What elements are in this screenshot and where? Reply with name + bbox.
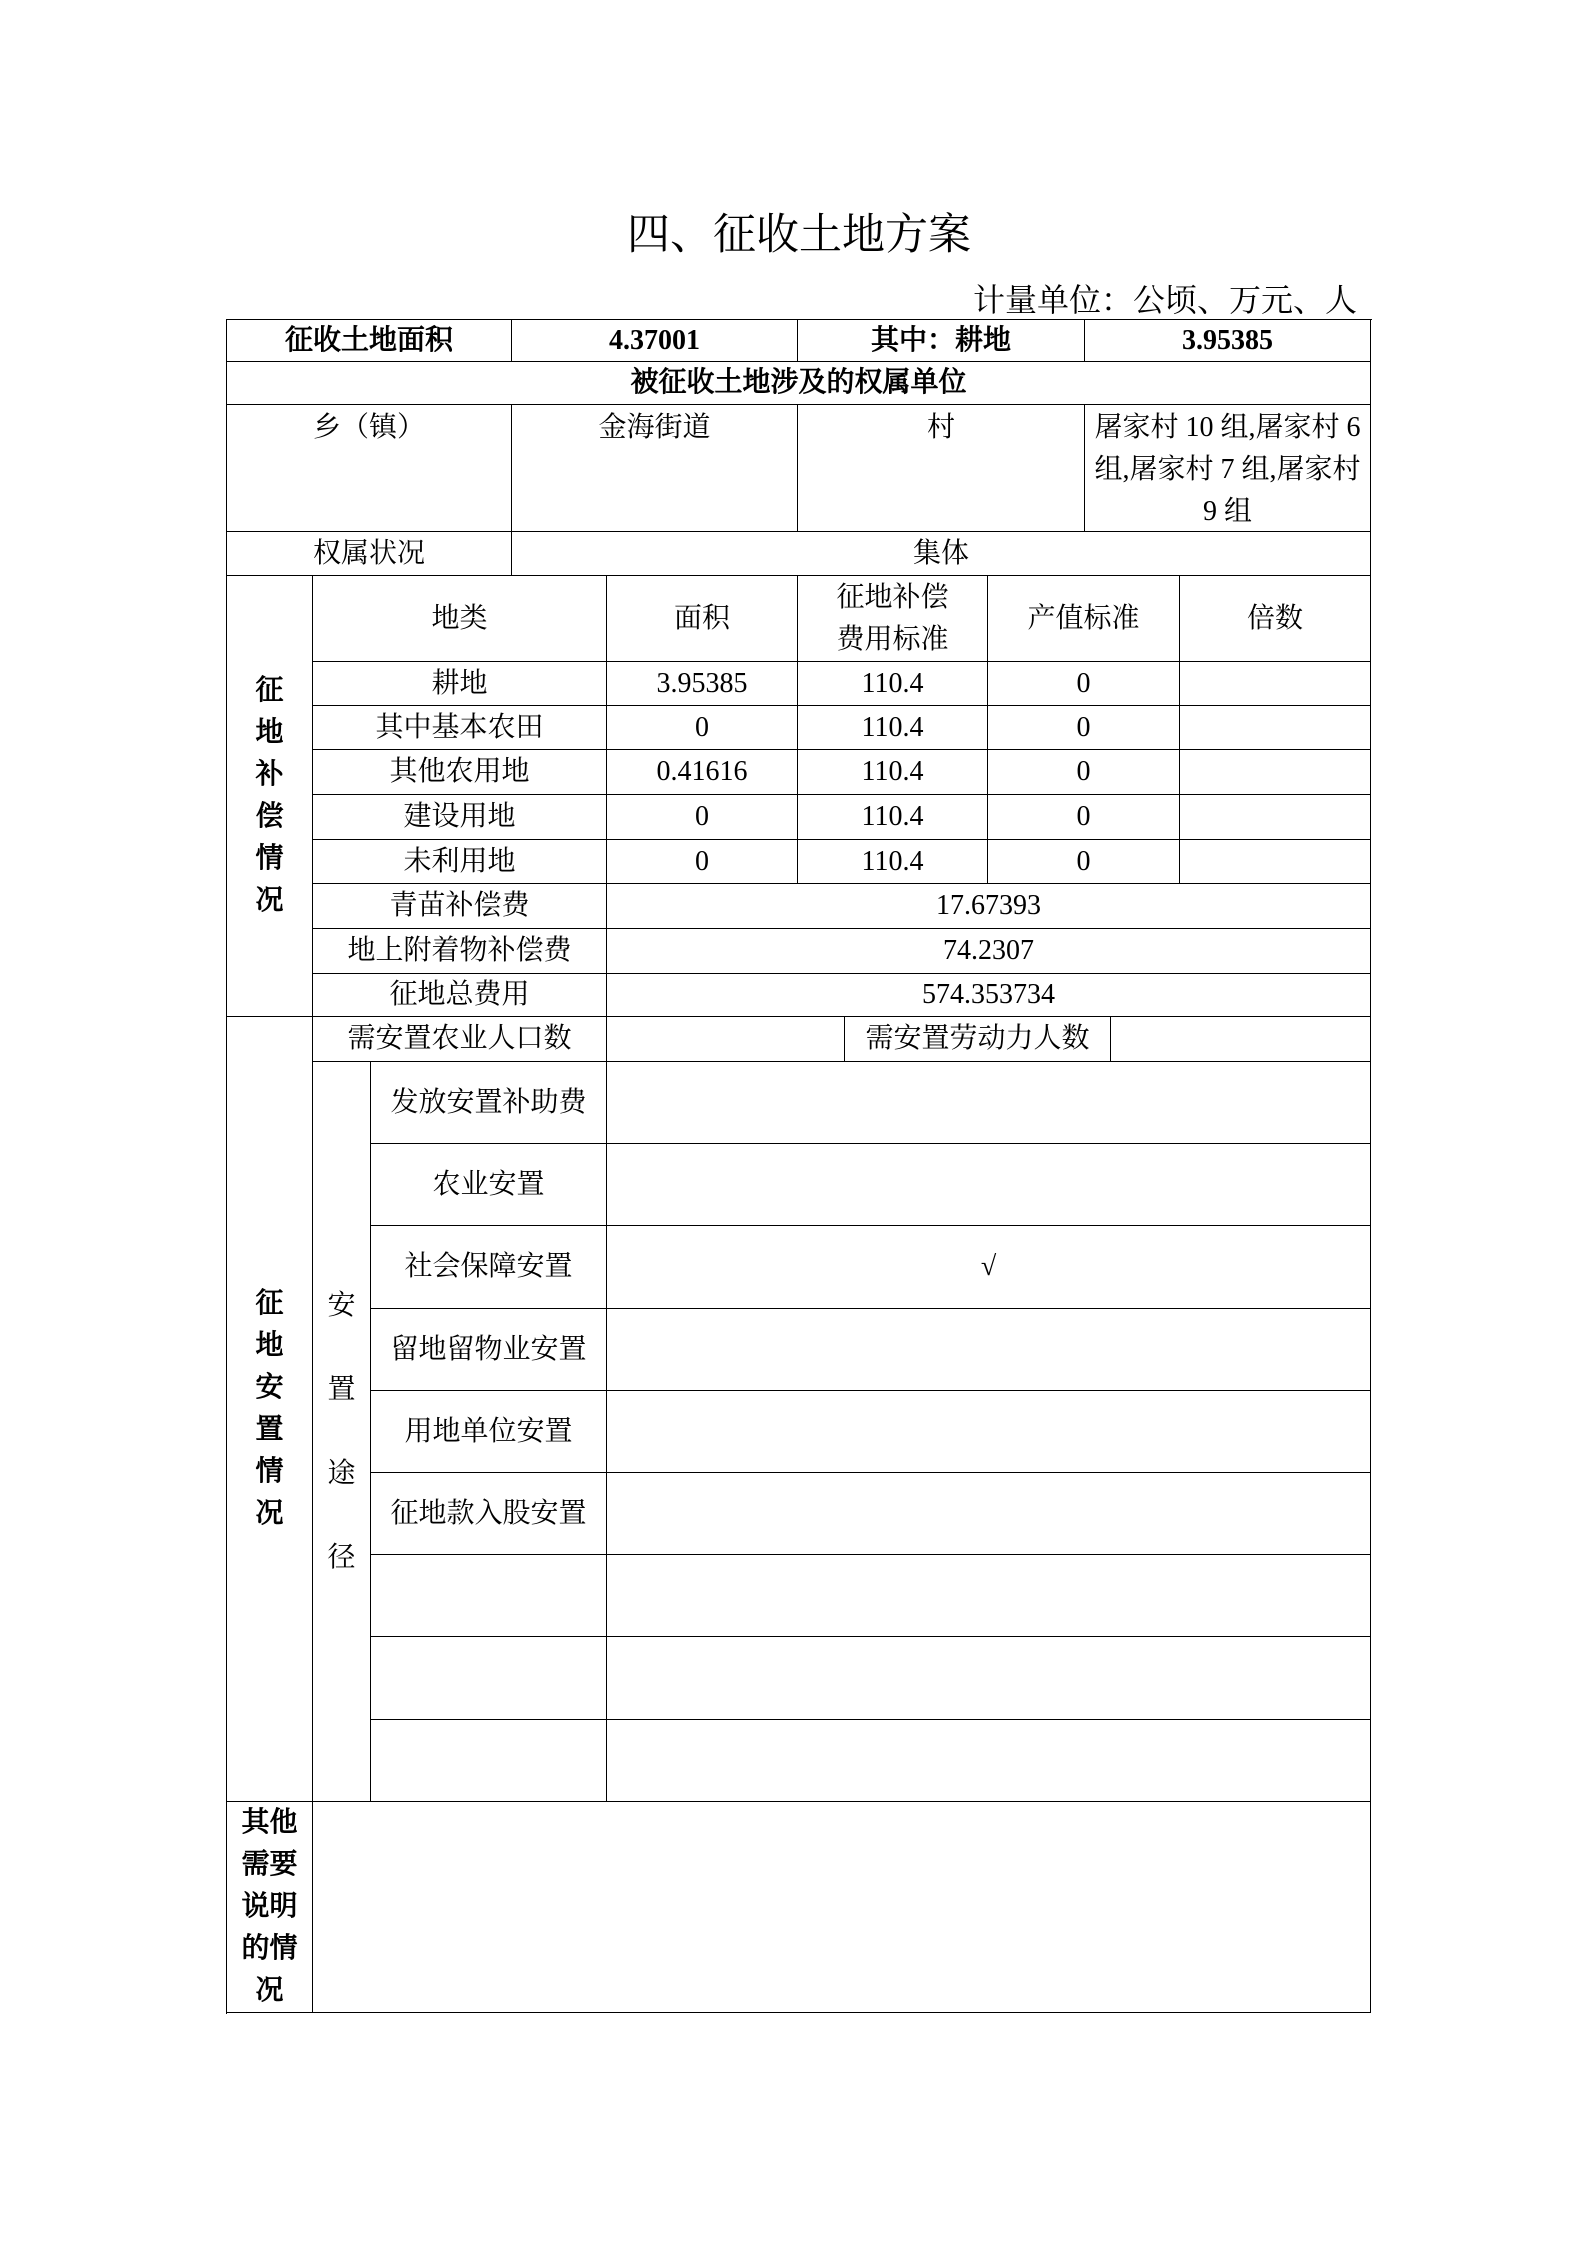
township-value: 金海街道 (512, 405, 798, 532)
attachments-label: 地上附着物补偿费 (313, 929, 607, 974)
area-cell: 0 (607, 706, 798, 750)
ownership-heading: 被征收土地涉及的权属单位 (227, 362, 1371, 405)
output-standard-cell: 0 (988, 750, 1180, 795)
resettlement-methods-label (313, 1062, 371, 1802)
method-value-cell (607, 1062, 1371, 1144)
multiple-cell (1180, 795, 1371, 840)
farmland-value: 3.95385 (1085, 320, 1371, 362)
page-title: 四、征收土地方案 (627, 211, 971, 259)
other-notes-label (227, 1802, 313, 2013)
header-land-type: 地类 (313, 576, 607, 662)
area-cell: 0 (607, 795, 798, 840)
compensation-standard-cell: 110.4 (798, 706, 988, 750)
area-cell: 0 (607, 840, 798, 884)
method-value-cell: √ (607, 1226, 1371, 1309)
multiple-cell (1180, 840, 1371, 884)
other-notes-text: 其他需要说明的情况 (241, 1807, 298, 2006)
farmland-label: 其中：耕地 (798, 320, 1085, 362)
header-compensation-standard (798, 576, 988, 662)
village-label: 村 (798, 405, 1085, 532)
township-label: 乡（镇） (227, 405, 512, 532)
method-value-cell (607, 1144, 1371, 1226)
method-label-cell (371, 1637, 607, 1720)
labor-count-value (1111, 1017, 1371, 1062)
young-crops-value: 17.67393 (607, 884, 1371, 929)
compensation-standard-cell: 110.4 (798, 795, 988, 840)
multiple-cell (1180, 750, 1371, 795)
resettlement-section-label (227, 1017, 313, 1802)
agri-population-label: 需安置农业人口数 (313, 1017, 607, 1062)
method-value-cell (607, 1555, 1371, 1637)
method-label-cell: 用地单位安置 (371, 1391, 607, 1473)
land-type-cell: 建设用地 (313, 795, 607, 840)
village-value: 屠家村 10 组,屠家村 6 组,屠家村 7 组,屠家村 9 组 (1085, 405, 1371, 532)
land-type-cell: 耕地 (313, 662, 607, 706)
resettlement-section-text: 征地安置情况 (255, 1288, 284, 1529)
area-cell: 3.95385 (607, 662, 798, 706)
unit-label: 计量单位：公顷、万元、人 (972, 282, 1357, 318)
compensation-standard-cell: 110.4 (798, 840, 988, 884)
agri-population-value (607, 1017, 845, 1062)
header-area: 面积 (607, 576, 798, 662)
compensation-standard-cell: 110.4 (798, 750, 988, 795)
method-label-cell (371, 1555, 607, 1637)
total-area-value: 4.37001 (512, 320, 798, 362)
output-standard-cell: 0 (988, 840, 1180, 884)
output-standard-cell: 0 (988, 795, 1180, 840)
area-cell: 0.41616 (607, 750, 798, 795)
compensation-section-label (227, 576, 313, 1017)
header-compensation-standard-text: 征地补偿费用标准 (836, 581, 949, 655)
method-value-cell (607, 1720, 1371, 1802)
header-multiple: 倍数 (1180, 576, 1371, 662)
compensation-standard-cell: 110.4 (798, 662, 988, 706)
total-area-label: 征收土地面积 (227, 320, 512, 362)
total-cost-value: 574.353734 (607, 974, 1371, 1017)
method-value-cell (607, 1391, 1371, 1473)
method-value-cell (607, 1637, 1371, 1720)
labor-count-label: 需安置劳动力人数 (845, 1017, 1111, 1062)
multiple-cell (1180, 662, 1371, 706)
method-label-cell: 农业安置 (371, 1144, 607, 1226)
ownership-status-label: 权属状况 (227, 532, 512, 576)
method-label-cell (371, 1720, 607, 1802)
total-cost-label: 征地总费用 (313, 974, 607, 1017)
land-type-cell: 其中基本农田 (313, 706, 607, 750)
attachments-value: 74.2307 (607, 929, 1371, 974)
method-value-cell (607, 1309, 1371, 1391)
land-acquisition-table (226, 319, 1372, 2014)
resettlement-methods-text: 安置途径 (327, 1289, 356, 1573)
ownership-status-value: 集体 (512, 532, 1371, 576)
compensation-section-text: 征地补偿情况 (255, 675, 284, 916)
method-label-cell: 发放安置补助费 (371, 1062, 607, 1144)
method-label-cell: 征地款入股安置 (371, 1473, 607, 1555)
output-standard-cell: 0 (988, 662, 1180, 706)
method-label-cell: 留地留物业安置 (371, 1309, 607, 1391)
other-notes-value (313, 1802, 1371, 2013)
method-label-cell: 社会保障安置 (371, 1226, 607, 1309)
young-crops-label: 青苗补偿费 (313, 884, 607, 929)
header-output-standard: 产值标准 (988, 576, 1180, 662)
method-value-cell (607, 1473, 1371, 1555)
output-standard-cell: 0 (988, 706, 1180, 750)
multiple-cell (1180, 706, 1371, 750)
land-type-cell: 未利用地 (313, 840, 607, 884)
land-type-cell: 其他农用地 (313, 750, 607, 795)
